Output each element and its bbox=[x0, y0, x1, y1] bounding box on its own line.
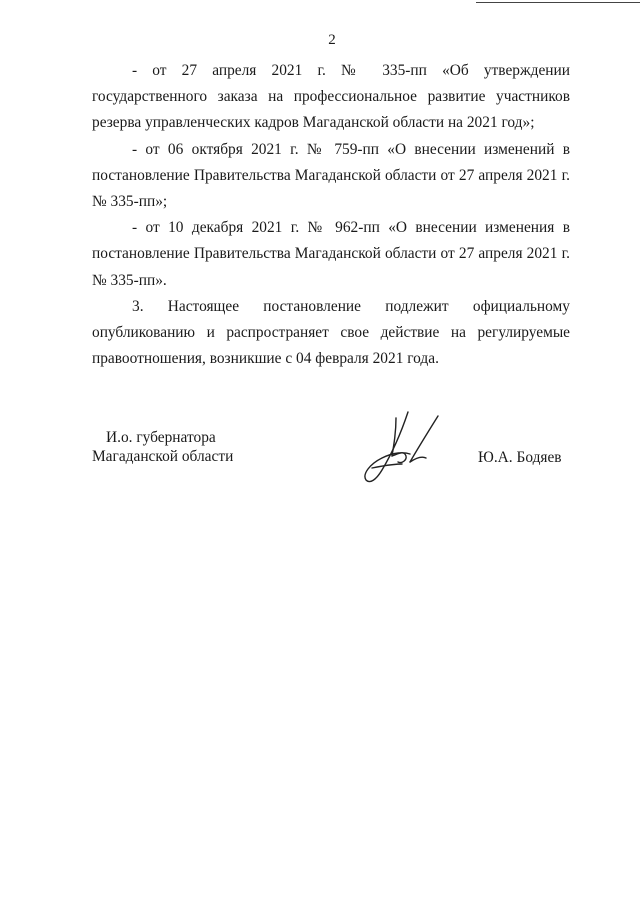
list-item-resolution-759: - от 06 октября 2021 г. № 759-пп «О внесении изменений в постановление Правительства Магаданской области от 27 апреля 2021 г. № 335-пп»; bbox=[92, 140, 570, 211]
paragraph-publication: 3. Настоящее постановление подлежит официальному опубликованию и распространяет свое действие на регулируемые правоотношения, возникшие с 04 февраля 2021 года. bbox=[92, 297, 570, 368]
list-item-resolution-962: - от 10 декабря 2021 г. № 962-пп «О внесении изменения в постановление Правительства Магаданской области от 27 апреля 2021 г. № 335-пп». bbox=[92, 219, 570, 289]
top-rule bbox=[476, 2, 640, 3]
page-number: 2 bbox=[328, 32, 336, 48]
document-body bbox=[92, 58, 570, 372]
handwritten-signature bbox=[352, 408, 448, 488]
signer-position-line2: Магаданской области bbox=[92, 448, 234, 465]
signer-name: Ю.А. Бодяев bbox=[478, 449, 562, 466]
signer-position bbox=[92, 428, 233, 466]
signer-position-line1: И.о. губернатора bbox=[106, 429, 216, 446]
list-item-resolution-335: - от 27 апреля 2021 г. № 335-пп «Об утверждении государственного заказа на профессиональное развитие участников резерва управленческих кадров Магаданской области на 2021 год»; bbox=[92, 62, 570, 132]
